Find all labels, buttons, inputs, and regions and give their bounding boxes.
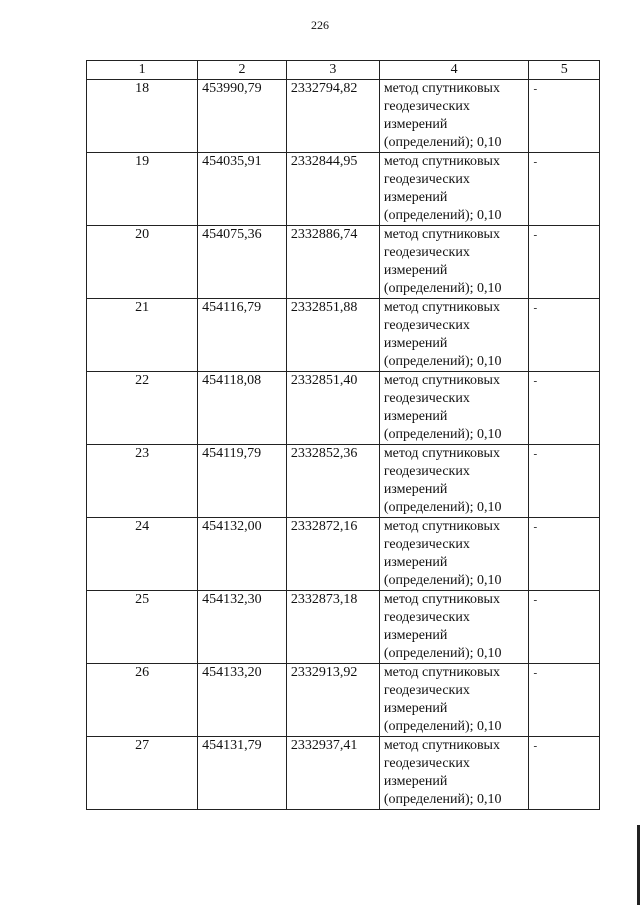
coordinate-x-cell: 454132,30 [198,591,287,664]
method-line: (определений); 0,10 [383,135,502,150]
method-line: метод спутниковых [383,665,500,680]
table-row [87,153,600,226]
coordinate-x-cell: 454035,91 [198,153,287,226]
header-col-1: 1 [87,61,198,80]
note-cell: - [529,737,600,810]
point-number-cell: 19 [87,153,198,226]
method-line: измерений [383,701,448,716]
method-line: геодезических [383,391,470,406]
table-row [87,299,600,372]
method-line: метод спутниковых [383,738,500,753]
table-row [87,518,600,591]
coordinate-x-cell: 454133,20 [198,664,287,737]
method-line: геодезических [383,610,470,625]
method-line: измерений [383,263,448,278]
coordinate-x-cell: 454131,79 [198,737,287,810]
point-number-cell: 18 [87,80,198,153]
method-line: измерений [383,117,448,132]
table-row [87,737,600,810]
method-line: измерений [383,628,448,643]
method-line: (определений); 0,10 [383,281,502,296]
method-line: измерений [383,190,448,205]
method-line: (определений); 0,10 [383,208,502,223]
method-line: геодезических [383,99,470,114]
point-number-cell: 21 [87,299,198,372]
point-number-cell: 20 [87,226,198,299]
coordinate-y-cell: 2332886,74 [286,226,379,299]
point-number-cell: 24 [87,518,198,591]
header-col-3: 3 [286,61,379,80]
method-cell [379,80,529,153]
method-line: геодезических [383,172,470,187]
note-cell: - [529,664,600,737]
table-row [87,80,600,153]
method-line: метод спутниковых [383,373,500,388]
method-cell [379,518,529,591]
coordinate-x-cell: 454132,00 [198,518,287,591]
method-cell [379,226,529,299]
header-row [87,61,600,80]
note-cell: - [529,299,600,372]
method-line: геодезических [383,683,470,698]
note-cell: - [529,153,600,226]
table-header [87,61,600,80]
method-line: метод спутниковых [383,227,500,242]
coordinate-x-cell: 453990,79 [198,80,287,153]
method-line: геодезических [383,464,470,479]
table-body [87,80,600,810]
header-col-5: 5 [529,61,600,80]
method-line: измерений [383,774,448,789]
coordinate-x-cell: 454118,08 [198,372,287,445]
method-cell [379,737,529,810]
coordinate-y-cell: 2332872,16 [286,518,379,591]
note-cell: - [529,591,600,664]
coordinate-y-cell: 2332873,18 [286,591,379,664]
header-col-2: 2 [198,61,287,80]
method-line: метод спутниковых [383,81,500,96]
method-line: измерений [383,555,448,570]
note-cell: - [529,518,600,591]
coordinates-table [86,60,600,810]
method-cell [379,299,529,372]
note-cell: - [529,445,600,518]
method-line: метод спутниковых [383,446,500,461]
table-row [87,445,600,518]
method-line: геодезических [383,756,470,771]
method-line: (определений); 0,10 [383,573,502,588]
coordinate-y-cell: 2332851,40 [286,372,379,445]
method-cell [379,153,529,226]
table-row [87,372,600,445]
note-cell: - [529,372,600,445]
table-row [87,226,600,299]
method-line: геодезических [383,318,470,333]
coordinate-y-cell: 2332937,41 [286,737,379,810]
point-number-cell: 26 [87,664,198,737]
method-line: метод спутниковых [383,154,500,169]
point-number-cell: 23 [87,445,198,518]
method-line: (определений); 0,10 [383,354,502,369]
coordinate-x-cell: 454119,79 [198,445,287,518]
point-number-cell: 25 [87,591,198,664]
method-line: измерений [383,336,448,351]
method-line: метод спутниковых [383,300,500,315]
method-line: геодезических [383,245,470,260]
coordinate-x-cell: 454116,79 [198,299,287,372]
coordinate-x-cell: 454075,36 [198,226,287,299]
note-cell: - [529,80,600,153]
coordinate-y-cell: 2332844,95 [286,153,379,226]
method-line: измерений [383,409,448,424]
point-number-cell: 27 [87,737,198,810]
method-line: (определений); 0,10 [383,646,502,661]
table-row [87,664,600,737]
point-number-cell: 22 [87,372,198,445]
method-line: (определений); 0,10 [383,427,502,442]
header-col-4: 4 [379,61,529,80]
coordinate-y-cell: 2332851,88 [286,299,379,372]
method-line: измерений [383,482,448,497]
method-cell [379,445,529,518]
coordinate-y-cell: 2332852,36 [286,445,379,518]
page-number: 226 [311,18,329,32]
method-line: метод спутниковых [383,592,500,607]
method-cell [379,664,529,737]
method-line: метод спутниковых [383,519,500,534]
coordinate-y-cell: 2332913,92 [286,664,379,737]
note-cell: - [529,226,600,299]
method-cell [379,372,529,445]
method-cell [379,591,529,664]
method-line: (определений); 0,10 [383,719,502,734]
method-line: геодезических [383,537,470,552]
method-line: (определений); 0,10 [383,792,502,807]
method-line: (определений); 0,10 [383,500,502,515]
table-row [87,591,600,664]
coordinate-y-cell: 2332794,82 [286,80,379,153]
